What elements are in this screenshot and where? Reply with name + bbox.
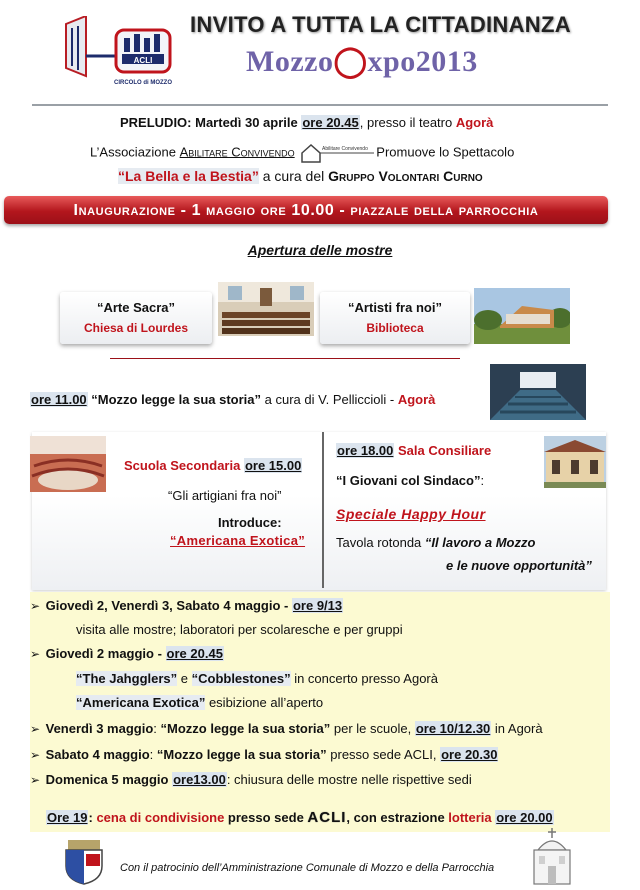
cena-lotteria: lotteria — [448, 810, 492, 825]
mostra-place: Biblioteca — [366, 321, 424, 335]
teatro-photo — [490, 364, 586, 420]
americana-exotica-guest: “Americana Exotica” — [170, 533, 306, 548]
arrow-bullet-icon: ➢ — [30, 773, 41, 787]
preludio-time: ore 20.45 — [302, 115, 359, 130]
programma-text: in Agorà — [491, 721, 543, 736]
sala-time: ore 18.00 — [337, 443, 394, 458]
mostra-card-artisti — [320, 292, 470, 344]
programma-title: “Mozzo legge la sua storia” — [160, 721, 331, 736]
preludio-line — [120, 115, 493, 130]
header-divider — [32, 104, 608, 106]
programma-time: ore 9/13 — [292, 598, 343, 613]
tavola-tema: “Il lavoro a Mozzo — [424, 535, 536, 550]
programma-day: Venerdì 3 maggio — [45, 721, 154, 736]
banner-text: Inaugurazione - 1 maggio ore 10.00 - piazzale della parrocchia — [73, 202, 539, 219]
programma-item-3 — [30, 721, 543, 736]
tavola-line — [336, 535, 535, 550]
programma-concerto-text: in concerto presso Agorà — [290, 671, 438, 686]
scuola-time: ore 15.00 — [244, 458, 302, 473]
programma-day: Giovedì 2 maggio - — [45, 646, 166, 661]
mozzo-legge-title: “Mozzo legge la sua storia” — [87, 392, 262, 407]
mozzo-legge-place: Agorà — [397, 392, 436, 407]
mozzo-legge-line — [30, 392, 435, 407]
mostra-title: “Artisti fra noi” — [348, 300, 442, 315]
spettacolo-cura: a cura del — [258, 168, 329, 184]
mostra-title: “Arte Sacra” — [96, 300, 176, 315]
abilitare-logo-text: Abilitare Convivendo — [322, 146, 369, 152]
tavola-label: Tavola rotonda — [336, 535, 425, 550]
acli-logo — [64, 16, 176, 90]
programma-concerto — [76, 671, 438, 686]
cena-line — [30, 806, 610, 832]
programma-e: e — [177, 671, 192, 686]
cena-colon: : — [88, 810, 97, 825]
chiesa-photo — [218, 282, 314, 336]
cena-text: presso sede — [224, 810, 308, 825]
expo-word-b: xpo — [367, 45, 416, 78]
scuola-place: Scuola Secondaria — [124, 458, 241, 473]
associazione-prefix: L’Associazione — [90, 144, 180, 160]
programma-item-5 — [30, 772, 472, 787]
programma-sep: : — [153, 721, 161, 736]
abilitare-convivendo-logo — [300, 142, 374, 164]
programma-day: Domenica 5 maggio — [45, 772, 169, 787]
section-divider — [110, 358, 460, 359]
preludio-date: Martedì 30 aprile — [195, 115, 298, 130]
arrow-bullet-icon: ➢ — [30, 599, 41, 613]
giovani-title: “I Giovani col Sindaco” — [336, 473, 481, 488]
programma-title: “Mozzo legge la sua storia” — [156, 747, 327, 762]
programma-esibizione-text: esibizione all’aperto — [205, 695, 324, 710]
cena-text2: , con estrazione — [346, 810, 449, 825]
expo-year: 2013 — [415, 45, 478, 78]
band-jahgglers: “The Jahgglers” — [76, 671, 178, 686]
preludio-place: Agorà — [455, 115, 494, 130]
column-divider — [322, 432, 324, 588]
mozzo-legge-time: ore 11.00 — [31, 392, 87, 407]
associazione-line — [90, 142, 514, 164]
tavola-tema-cont: e le nuove opportunità” — [446, 558, 592, 573]
cena-title: cena di condivisione — [96, 810, 225, 825]
artigiani-title: “Gli artigiani fra noi” — [168, 488, 282, 503]
programma-time: ore 20.30 — [441, 747, 498, 762]
expo-word-a: Mozzo — [246, 45, 334, 78]
arrow-bullet-icon: ➢ — [30, 647, 41, 661]
apertura-heading: Apertura delle mostre — [247, 242, 393, 258]
preludio-text: , presso il teatro — [359, 115, 456, 130]
cena-time2: ore 20.00 — [496, 810, 553, 825]
logo-acli-text: ACLI — [133, 56, 153, 65]
inaugurazione-banner — [4, 196, 608, 224]
spettacolo-line — [118, 168, 483, 184]
introduce-label: Introduce: — [218, 515, 282, 530]
spettacolo-title: “La Bella e la Bestia” — [118, 168, 259, 184]
programma-esibizione — [76, 695, 323, 710]
arrow-bullet-icon: ➢ — [30, 748, 41, 762]
programma-box — [30, 592, 610, 806]
programma-time: ore 10/12.30 — [415, 721, 491, 736]
associazione-name: Abilitare Convivendo — [179, 144, 295, 160]
page-title: INVITO A TUTTA LA CITTADINANZA — [190, 12, 571, 37]
sala-consiliare-photo — [544, 436, 606, 488]
programma-day: Sabato 4 maggio — [45, 747, 150, 762]
sala-line — [336, 443, 491, 458]
programma-text: presso sede ACLI, — [326, 747, 441, 762]
mostra-card-arte-sacra — [60, 292, 212, 344]
programma-detail: visita alle mostre; laboratori per scolaresche e per gruppi — [76, 622, 403, 637]
cena-time: Ore 19 — [47, 810, 88, 825]
programma-text: per le scuole, — [330, 721, 415, 736]
band-americana: “Americana Exotica” — [76, 695, 206, 710]
programma-item-1 — [30, 598, 343, 613]
patrocinio-text: Con il patrocinio dell’Amministrazione Comunale di Mozzo e della Parrocchia — [120, 862, 495, 874]
expo-logo — [246, 44, 478, 79]
preludio-label: PRELUDIO: — [120, 115, 192, 130]
happy-hour: Speciale Happy Hour — [336, 506, 486, 522]
stemma-comune-icon — [62, 836, 106, 886]
programma-time: ore13.00 — [173, 772, 226, 787]
scuola-line — [124, 458, 302, 473]
biblioteca-photo — [474, 288, 570, 344]
cena-acli: ACLI — [307, 809, 347, 826]
mozzo-legge-text: a cura di V. Pelliccioli - — [261, 392, 398, 407]
giovani-line — [336, 473, 484, 488]
spettacolo-gruppo: Gruppo Volontari Curno — [328, 168, 483, 184]
band-cobblestones: “Cobblestones” — [191, 671, 291, 686]
parrocchia-church-icon — [528, 828, 576, 886]
associazione-suffix: Promuove lo Spettacolo — [376, 144, 515, 160]
programma-sep: : — [149, 747, 157, 762]
logo-circolo-text: CIRCOLO di MOZZO — [114, 80, 172, 86]
sala-place: Sala Consiliare — [394, 443, 492, 458]
programma-text: : chiusura delle mostre nelle rispettive sedi — [226, 772, 472, 787]
programma-time: ore 20.45 — [166, 646, 223, 661]
programma-item-2 — [30, 646, 224, 661]
mostra-place: Chiesa di Lourdes — [83, 321, 189, 335]
expo-circle-icon: ◯ — [333, 45, 368, 78]
programma-days: Giovedì 2, Venerdì 3, Sabato 4 maggio - — [45, 598, 292, 613]
scuola-photo — [30, 436, 106, 492]
programma-item-4 — [30, 747, 498, 762]
giovani-colon: : — [480, 473, 485, 488]
arrow-bullet-icon: ➢ — [30, 722, 41, 736]
